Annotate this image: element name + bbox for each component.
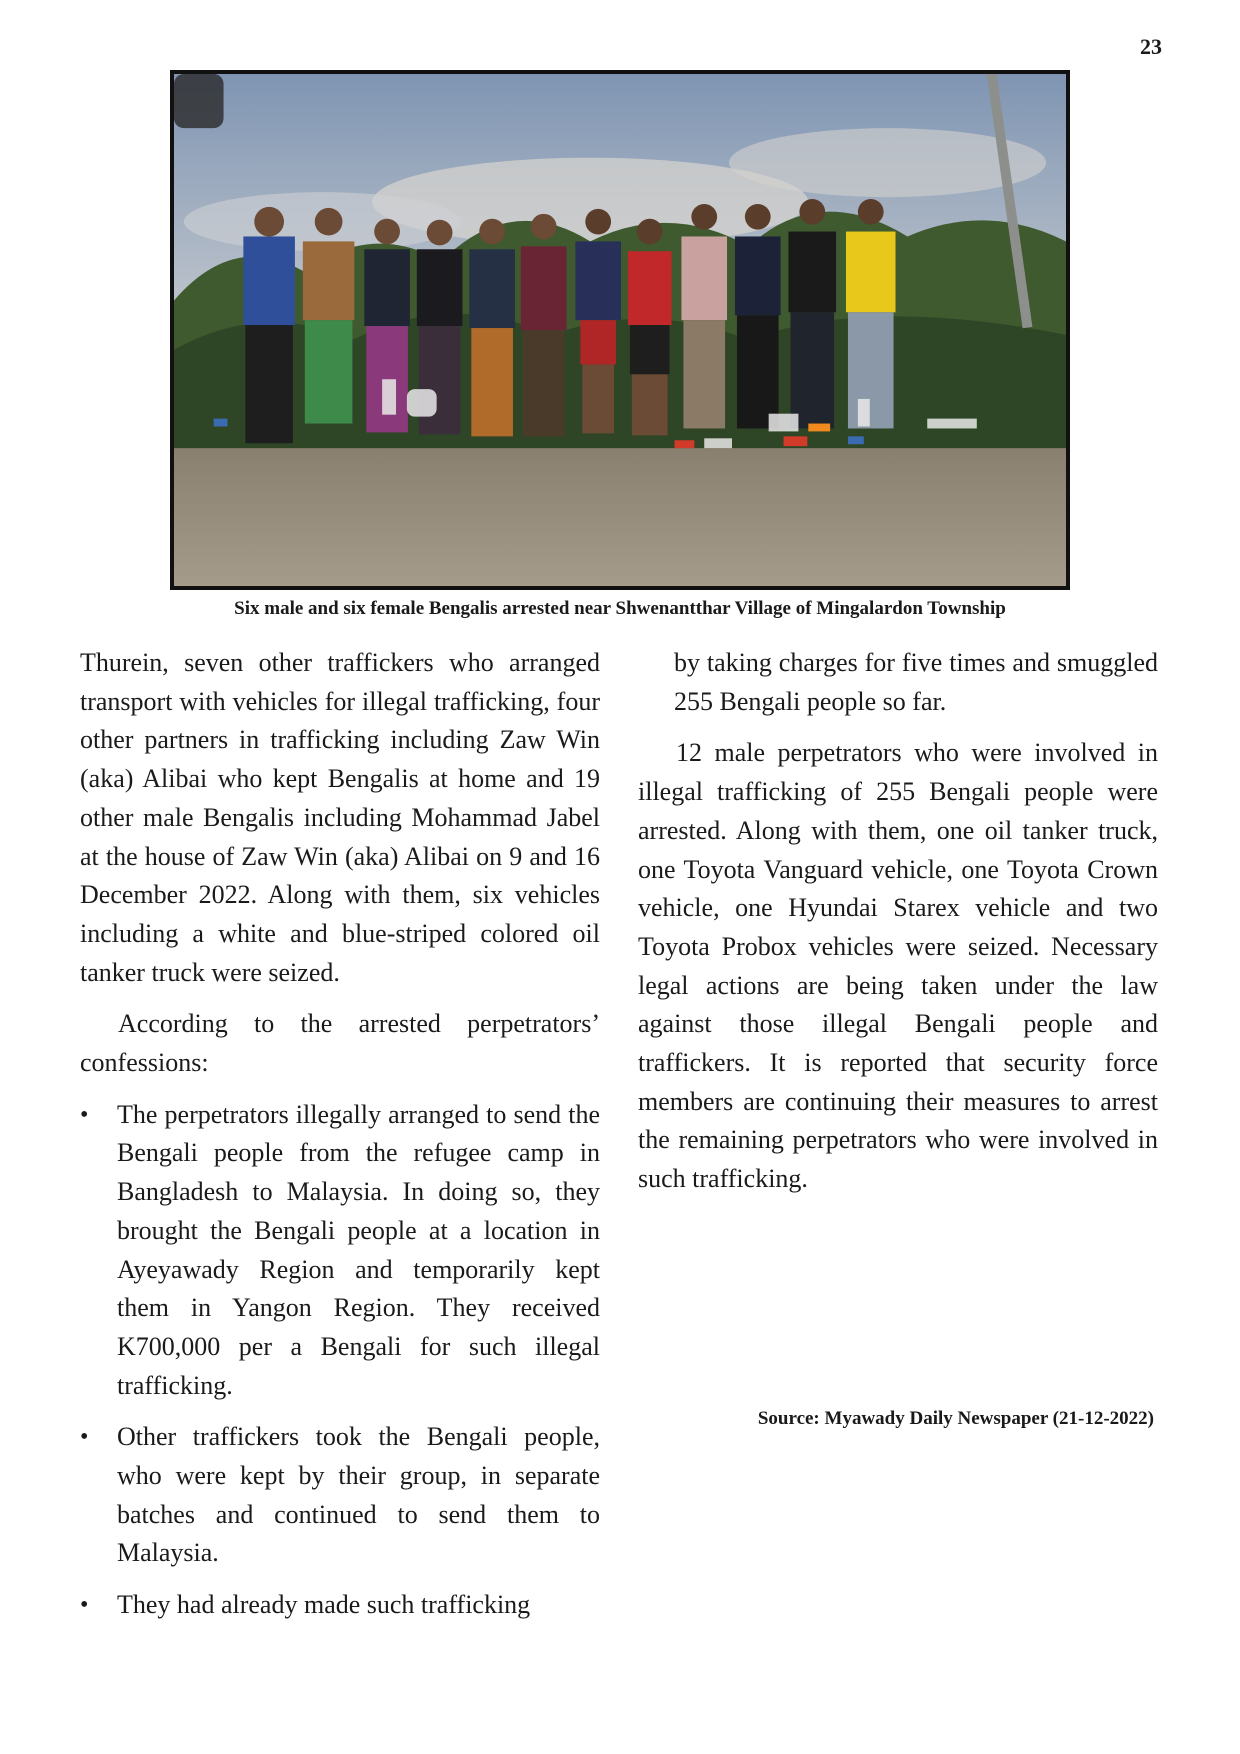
list-item	[80, 1418, 600, 1573]
list-item-text: They had already made such trafficking	[117, 1590, 531, 1620]
body-paragraph: According to the arrested perpetrators’ confessions:	[80, 1009, 600, 1078]
photo-caption: Six male and six female Bengalis arrested near Shwenantthar Village of Mingalardon Township	[234, 598, 1006, 619]
list-item-text: Other traffickers took the Bengali people, who were kept by their group, in separate batches and continued to send them to Malaysia.	[117, 1422, 600, 1568]
list-item-text: The perpetrators illegally arranged to send the Bengali people from the refugee camp in Bangladesh to Malaysia. In doing so, they brought the Bengali people at a location in Ayeyawady Region and temporarily kept them in Yangon Region. They received K700,000 per a Bengali for such illegal trafficking.	[117, 1099, 600, 1400]
body-paragraph: 12 male perpetrators who were involved in illegal trafficking of 255 Bengali people were arrested. Along with them, one oil tanker truck, one Toyota Vanguard vehicle, one Toyota Crown vehicle, one Hyundai Starex vehicle and two Toyota Probox vehicles were seized. Necessary legal actions are being taken under the law against those illegal Bengali people and traffickers. It is reported that security force members are continuing their measures to arrest the remaining perpetrators who were involved in such trafficking.	[638, 738, 1158, 1194]
body-paragraph: Thurein, seven other traffickers who arranged transport with vehicles for illegal trafficking, four other partners in trafficking including Zaw Win (aka) Alibai who kept Bengalis at home and 19 other male Bengalis including Mohammad Jabel at the house of Zaw Win (aka) Alibai on 9 and 16 December 2022. Along with them, six vehicles including a white and blue-striped colored oil tanker truck were seized.	[80, 648, 600, 987]
page-number: 23	[1140, 34, 1162, 59]
news-photo	[170, 70, 1070, 590]
group-photo-illustration	[174, 74, 1066, 586]
right-column	[638, 644, 1158, 1212]
confessions-list	[80, 1096, 600, 1625]
list-item-continuation: by taking charges for five times and smuggled 255 Bengali people so far.	[674, 648, 1158, 716]
bullet-icon: •	[80, 1424, 89, 1451]
bullet-icon: •	[80, 1101, 89, 1128]
source-credit: Source: Myawady Daily Newspaper (21-12-2022)	[757, 1408, 1154, 1429]
bullet-icon: •	[80, 1592, 89, 1619]
left-column	[80, 644, 600, 1638]
list-item	[80, 1586, 600, 1625]
list-item	[80, 1096, 600, 1406]
